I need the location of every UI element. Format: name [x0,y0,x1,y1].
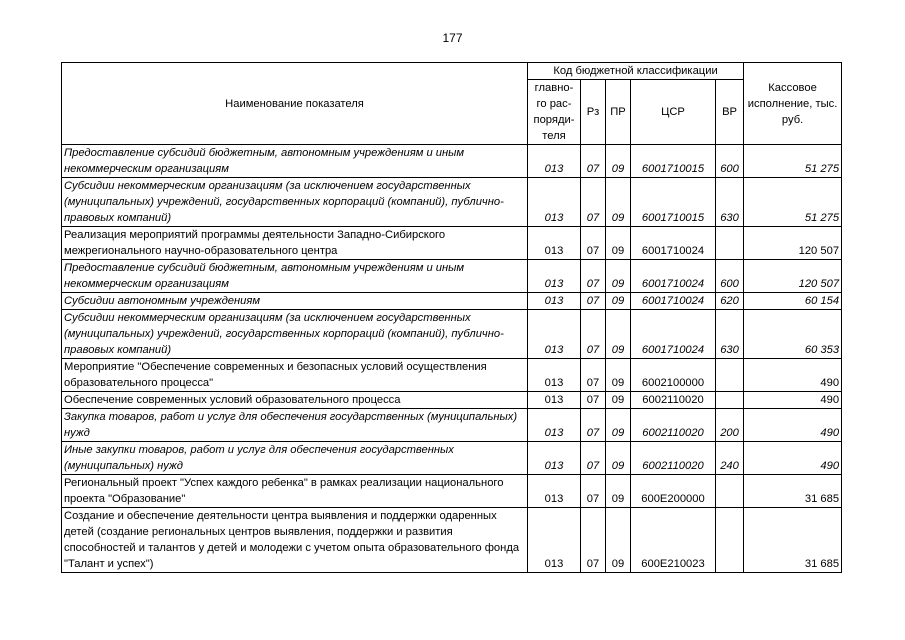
table-row [62,293,842,310]
table-row [62,310,842,359]
row-grbs-cell: 013 [528,260,581,293]
row-rz-cell: 07 [581,310,606,359]
row-rz-cell: 07 [581,227,606,260]
row-pr-cell: 09 [606,293,631,310]
row-pr-cell: 09 [606,359,631,392]
row-vr-cell: 600 [716,145,744,178]
row-pr-cell: 09 [606,508,631,573]
header-pr: ПР [606,80,631,145]
row-rz-cell: 07 [581,260,606,293]
table-row [62,508,842,573]
row-amount-cell: 490 [744,442,842,475]
row-rz-cell: 07 [581,359,606,392]
row-pr-cell: 09 [606,145,631,178]
row-name-cell: Создание и обеспечение деятельности центра выявления и поддержки одаренных детей (создание региональных центров выявления, поддержки и развития способностей и талантов у детей и молодежи с учетом опыта образовательного фонда "Талант и успех") [62,508,528,573]
row-rz-cell: 07 [581,409,606,442]
row-grbs-cell: 013 [528,293,581,310]
row-grbs-cell: 013 [528,310,581,359]
row-grbs-cell: 013 [528,359,581,392]
row-amount-cell: 120 507 [744,227,842,260]
row-vr-cell: 630 [716,310,744,359]
row-pr-cell: 09 [606,409,631,442]
table-row [62,145,842,178]
row-csr-cell: 6001710024 [631,260,716,293]
row-amount-cell: 490 [744,409,842,442]
row-grbs-cell: 013 [528,145,581,178]
row-amount-cell: 31 685 [744,475,842,508]
row-vr-cell [716,359,744,392]
row-amount-cell: 51 275 [744,178,842,227]
row-csr-cell: 6002110020 [631,409,716,442]
row-grbs-cell: 013 [528,392,581,409]
page-number: 177 [442,31,463,45]
table-row [62,260,842,293]
row-grbs-cell: 013 [528,442,581,475]
row-rz-cell: 07 [581,442,606,475]
table-row [62,409,842,442]
row-vr-cell [716,475,744,508]
header-name: Наименование показателя [62,63,528,145]
row-csr-cell: 6001710015 [631,178,716,227]
row-name-cell: Субсидии автономным учреждениям [62,293,528,310]
row-vr-cell: 240 [716,442,744,475]
row-name-cell: Субсидии некоммерческим организациям (за исключением государственных (муниципальных) учреждений, государственных корпораций (компаний), публично-правовых компаний) [62,178,528,227]
row-name-cell: Обеспечение современных условий образовательного процесса [62,392,528,409]
row-rz-cell: 07 [581,475,606,508]
row-name-cell: Предоставление субсидий бюджетным, автономным учреждениям и иным некоммерческим организациям [62,145,528,178]
row-pr-cell: 09 [606,178,631,227]
header-vr: ВР [716,80,744,145]
row-csr-cell: 6001710024 [631,293,716,310]
header-amount: Кассовое исполнение, тыс. руб. [744,63,842,145]
row-name-cell: Субсидии некоммерческим организациям (за исключением государственных (муниципальных) учреждений, государственных корпораций (компаний), публично-правовых компаний) [62,310,528,359]
row-csr-cell: 6002100000 [631,359,716,392]
header-grbs: главно-го рас-поряди-теля [528,80,581,145]
row-csr-cell: 6001710015 [631,145,716,178]
row-name-cell: Региональный проект "Успех каждого ребенка" в рамках реализации национального проекта "Образование" [62,475,528,508]
row-csr-cell: 600Е200000 [631,475,716,508]
table-row [62,392,842,409]
budget-execution-table [61,62,842,573]
row-rz-cell: 07 [581,145,606,178]
table-row [62,475,842,508]
header-classification-group: Код бюджетной классификации [528,63,744,80]
header-rz: Рз [581,80,606,145]
row-pr-cell: 09 [606,310,631,359]
row-grbs-cell: 013 [528,508,581,573]
row-amount-cell: 60 353 [744,310,842,359]
row-rz-cell: 07 [581,293,606,310]
table-row [62,442,842,475]
table-row [62,178,842,227]
row-name-cell: Предоставление субсидий бюджетным, автономным учреждениям и иным некоммерческим организациям [62,260,528,293]
header-csr: ЦСР [631,80,716,145]
row-grbs-cell: 013 [528,227,581,260]
row-csr-cell: 6001710024 [631,310,716,359]
row-name-cell: Иные закупки товаров, работ и услуг для обеспечения государственных (муниципальных) нужд [62,442,528,475]
row-amount-cell: 60 154 [744,293,842,310]
row-pr-cell: 09 [606,442,631,475]
row-csr-cell: 6002110020 [631,392,716,409]
row-csr-cell: 6002110020 [631,442,716,475]
row-vr-cell: 620 [716,293,744,310]
row-amount-cell: 490 [744,392,842,409]
table-header [62,63,842,145]
row-vr-cell: 630 [716,178,744,227]
table-body [62,145,842,573]
row-vr-cell [716,508,744,573]
row-amount-cell: 120 507 [744,260,842,293]
row-pr-cell: 09 [606,260,631,293]
row-amount-cell: 51 275 [744,145,842,178]
row-vr-cell [716,392,744,409]
row-vr-cell: 200 [716,409,744,442]
row-name-cell: Мероприятие "Обеспечение современных и безопасных условий осуществления образовательного процесса" [62,359,528,392]
row-rz-cell: 07 [581,178,606,227]
row-amount-cell: 490 [744,359,842,392]
row-rz-cell: 07 [581,508,606,573]
table-row [62,359,842,392]
row-pr-cell: 09 [606,227,631,260]
row-csr-cell: 600Е210023 [631,508,716,573]
row-name-cell: Реализация мероприятий программы деятельности Западно-Сибирского межрегионального научно-образовательного центра [62,227,528,260]
table-row [62,227,842,260]
row-grbs-cell: 013 [528,475,581,508]
row-vr-cell: 600 [716,260,744,293]
row-pr-cell: 09 [606,475,631,508]
row-grbs-cell: 013 [528,178,581,227]
row-csr-cell: 6001710024 [631,227,716,260]
row-vr-cell [716,227,744,260]
row-rz-cell: 07 [581,392,606,409]
row-name-cell: Закупка товаров, работ и услуг для обеспечения государственных (муниципальных) нужд [62,409,528,442]
row-amount-cell: 31 685 [744,508,842,573]
row-pr-cell: 09 [606,392,631,409]
row-grbs-cell: 013 [528,409,581,442]
